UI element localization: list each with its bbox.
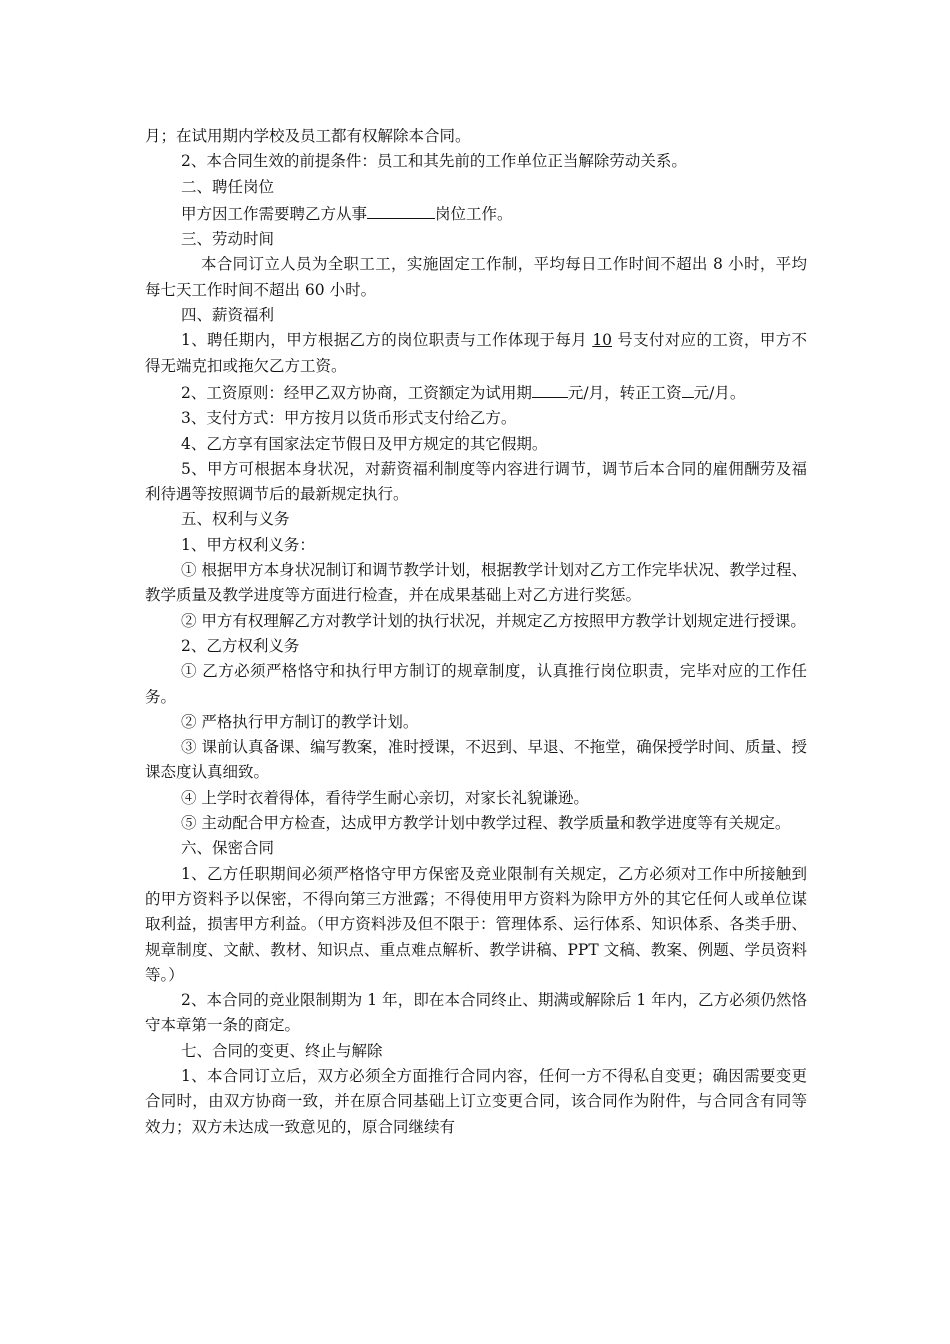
section-heading: 四、薪资福利 (181, 306, 275, 325)
document-page (145, 124, 807, 1140)
paragraph: ② 严格执行甲方制订的教学计划。 (181, 712, 419, 731)
paragraph: ① 根据甲方本身状况制订和调节教学计划，根据教学计划对乙方工作完毕状况、教学过程、教学质量及教学进度等方面进行检查，并在成果基础上对乙方进行奖惩。 (145, 561, 807, 605)
paragraph: 1、乙方任职期间必须严格恪守甲方保密及竞业限制有关规定，乙方必须对工作中所接触到的甲方资料予以保密，不得向第三方泄露；不得使用甲方资料为除甲方外的其它任何人或单位谋取利益，损害甲方利益。（甲方资料涉及但不限于：管理体系、运行体系、知识体系、各类手册、规章制度、文献、教材、知识点、重点难点解析、教学讲稿、PPT 文稿、教案、例题、学员资料等。） (145, 864, 807, 984)
paragraph: 本合同订立人员为全职工工，实施固定工作制，平均每日工作时间不超出 8 小时，平均每七天工作时间不超出 60 小时。 (145, 255, 807, 299)
text-run: 1、聘任期内，甲方根据乙方的岗位职责与工作体现于每月 (181, 331, 593, 350)
text-run: 甲方因工作需要聘乙方从事 (181, 204, 368, 223)
section-heading: 七、合同的变更、终止与解除 (181, 1041, 383, 1060)
paragraph: 2、本合同生效的前提条件：员工和其先前的工作单位正当解除劳动关系。 (181, 152, 687, 171)
section-heading: 二、聘任岗位 (181, 177, 275, 196)
text-run: 号支付对应的工资，甲方不得无端克扣或拖欠乙方工资。 (145, 331, 807, 375)
paragraph (145, 328, 807, 379)
paragraph: 3、支付方式：甲方按月以货币形式支付给乙方。 (181, 409, 517, 428)
paragraph: 4、乙方享有国家法定节假日及甲方规定的其它假期。 (181, 434, 548, 453)
section-heading: 三、劳动时间 (181, 230, 275, 249)
paragraph: 月；在试用期内学校及员工都有权解除本合同。 (145, 127, 471, 145)
text-run: 岗位工作。 (435, 204, 513, 223)
blank-field (682, 379, 694, 398)
paragraph: ⑤ 主动配合甲方检查，达成甲方教学计划中教学过程、教学质量和教学进度等有关规定。 (181, 814, 791, 833)
paragraph: 2、乙方权利义务 (181, 636, 300, 655)
text-run: 2、工资原则：经甲乙双方协商，工资额定为试用期 (181, 383, 532, 402)
section-heading: 六、保密合同 (181, 839, 275, 858)
text-run: 元/月。 (693, 383, 746, 402)
blank-field (532, 379, 568, 398)
paragraph: 5、甲方可根据本身状况，对薪资福利制度等内容进行调节，调节后本合同的雇佣酬劳及福利待遇等按照调节后的最新规定执行。 (145, 459, 807, 504)
paragraph: ② 甲方有权理解乙方对教学计划的执行状况，并规定乙方按照甲方教学计划规定进行授课。 (181, 611, 806, 630)
paragraph (145, 200, 807, 227)
paragraph: ④ 上学时衣着得体，看待学生耐心亲切，对家长礼貌谦逊。 (181, 788, 589, 807)
paragraph (145, 379, 807, 406)
paragraph: ③ 课前认真备课、编写教案，准时授课，不迟到、早退、不拖堂，确保授学时间、质量、授课态度认真细致。 (145, 738, 807, 782)
paragraph: 1、甲方权利义务： (181, 535, 315, 554)
paragraph: 2、本合同的竞业限制期为 1 年，即在本合同终止、期满或解除后 1 年内，乙方必须仍然恪守本章第一条的商定。 (145, 991, 807, 1035)
paragraph: ① 乙方必须严格恪守和执行甲方制订的规章制度，认真推行岗位职责，完毕对应的工作任务。 (145, 662, 807, 706)
paragraph: 1、本合同订立后，双方必须全方面推行合同内容，任何一方不得私自变更；确因需要变更合同时，由双方协商一致，并在原合同基础上订立变更合同，该合同作为附件，与合同含有同等效力；双方未达成一致意见的，原合同继续有 (145, 1066, 807, 1136)
pay-day-value: 10 (592, 331, 613, 350)
text-run: 元/月，转正工资 (567, 383, 682, 402)
section-heading: 五、权利与义务 (181, 510, 290, 529)
blank-field (367, 200, 435, 219)
